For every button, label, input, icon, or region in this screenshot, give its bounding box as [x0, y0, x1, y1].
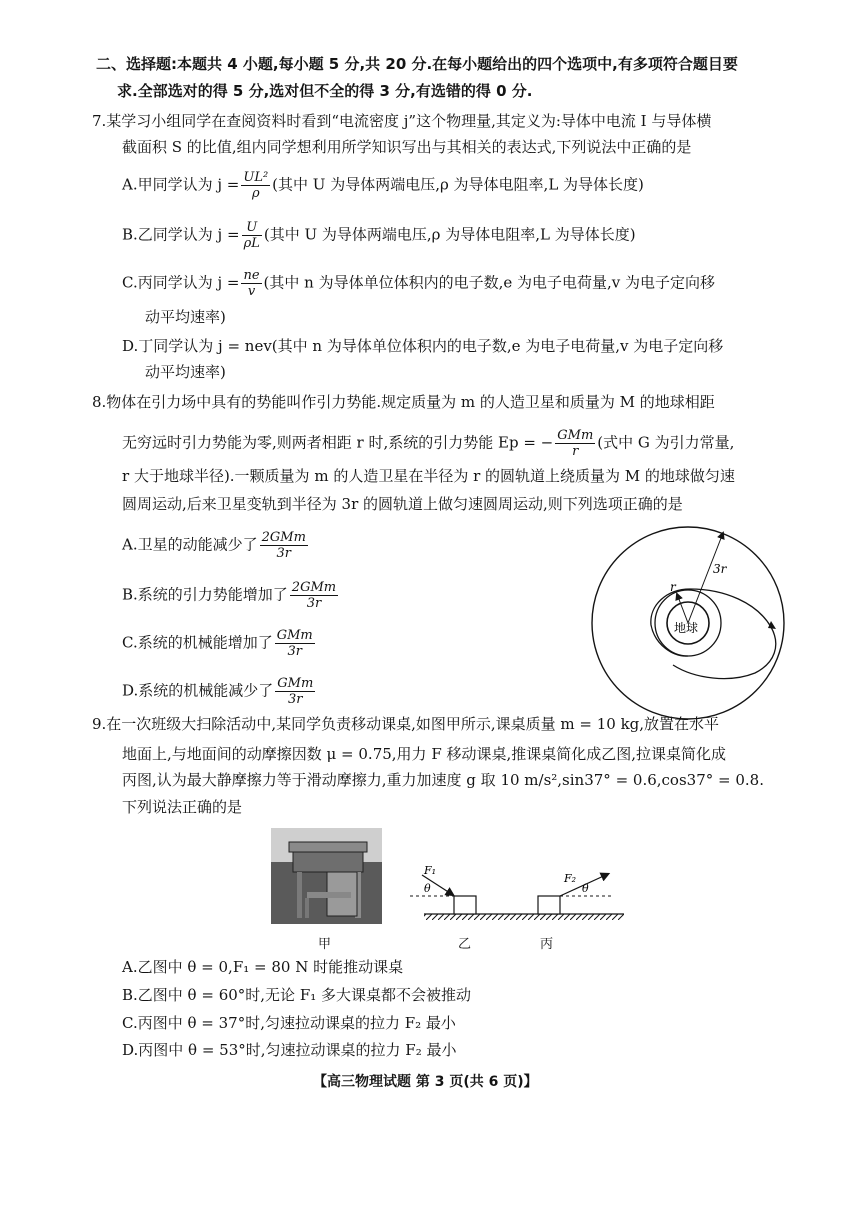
q7-option-b-fraction	[242, 220, 262, 251]
q7-option-c-continued: 动平均速率)	[145, 308, 226, 326]
q9-stem-line-1: 9.在一次班级大扫除活动中,某同学负责移动课桌,如图甲所示,课桌质量 m = 10 kg,放置在水平	[92, 715, 720, 733]
q7-option-a-fraction	[241, 170, 270, 201]
label-r: r	[670, 580, 676, 594]
label-3r: 3r	[713, 562, 727, 576]
q7-option-c-fraction	[241, 268, 261, 299]
q8-option-c-numerator: GMm	[276, 628, 313, 643]
q8-stem-line-2-prefix: 无穷远时引力势能为零,则两者相距 r 时,系统的引力势能 Ep = −	[122, 433, 554, 452]
q8-option-a-denominator: 3r	[276, 546, 291, 561]
q8-option-c-fraction	[275, 628, 315, 659]
q7-option-a-denominator: ρ	[251, 186, 260, 201]
q8-option-a	[122, 530, 310, 561]
q7-option-a	[122, 170, 644, 201]
q9-stem-line-4: 下列说法正确的是	[122, 798, 243, 816]
q8-stem-line-4: 圆周运动,后来卫星变轨到半径为 3r 的圆轨道上做匀速圆周运动,则下列选项正确的是	[122, 495, 683, 513]
page-footer: 【高三物理试题 第 3 页(共 6 页)】	[313, 1074, 538, 1090]
label-f2: F₂	[564, 872, 577, 885]
q9-option-b: B.乙图中 θ = 60°时,无论 F₁ 多大课桌都不会被推动	[122, 986, 472, 1004]
ground-hatch	[424, 914, 624, 920]
label-yi: 乙	[458, 937, 472, 952]
q7-option-b	[122, 220, 636, 251]
label-bing: 丙	[540, 937, 554, 952]
q9-stem-line-2: 地面上,与地面间的动摩擦因数 μ = 0.75,用力 F 移动课桌,推课桌简化成乙图,拉课桌简化成	[122, 745, 727, 763]
q7-option-c-prefix: C.丙同学认为 j =	[122, 273, 240, 292]
q8-option-c	[122, 628, 317, 659]
q8-option-a-prefix: A.卫星的动能减少了	[122, 535, 258, 554]
q8-option-a-fraction	[260, 530, 308, 561]
q7-option-c-suffix: (其中 n 为导体单位体积内的电子数,e 为电子电荷量,v 为电子定向移	[263, 273, 716, 292]
q8-stem-line-3: r 大于地球半径).一颗质量为 m 的人造卫星在半径为 r 的圆轨道上绕质量为 M 的地球做匀速	[122, 467, 735, 485]
desk-block-yi	[454, 896, 476, 914]
q7-option-b-prefix: B.乙同学认为 j =	[122, 225, 240, 244]
q8-stem-line-2-suffix: (式中 G 为引力常量,	[597, 433, 735, 452]
q8-option-b-fraction	[290, 580, 338, 611]
q7-option-c-denominator: v	[247, 284, 256, 299]
desk-block-bing	[538, 896, 560, 914]
q8-option-d-numerator: GMm	[277, 676, 314, 691]
desk-photo	[271, 828, 382, 924]
q9-option-d: D.丙图中 θ = 53°时,匀速拉动课桌的拉力 F₂ 最小	[122, 1041, 457, 1059]
q8-stem-line-1: 8.物体在引力场中具有的势能叫作引力势能.规定质量为 m 的人造卫星和质量为 M 的地球相距	[92, 393, 715, 411]
q7-option-a-prefix: A.甲同学认为 j =	[122, 175, 240, 194]
q8-option-b	[122, 580, 340, 611]
q7-option-b-suffix: (其中 U 为导体两端电压,ρ 为导体电阻率,L 为导体长度)	[263, 225, 636, 244]
q7-option-c-numerator: ne	[243, 268, 260, 283]
q8-option-a-numerator: 2GMm	[261, 530, 306, 545]
label-theta-bing: θ	[582, 882, 589, 895]
q7-stem-line-2: 截面积 S 的比值,组内同学想利用所学知识写出与其相关的表达式,下列说法中正确的是	[122, 138, 692, 156]
label-jia: 甲	[318, 937, 332, 952]
q9-option-a: A.乙图中 θ = 0,F₁ = 80 N 时能推动课桌	[122, 958, 404, 976]
q8-option-c-denominator: 3r	[287, 644, 302, 659]
orbit-diagram	[585, 505, 800, 725]
q8-potential-numerator: GMm	[557, 428, 594, 443]
q8-option-b-denominator: 3r	[306, 596, 322, 611]
q7-option-b-denominator: ρL	[243, 236, 260, 251]
q8-option-d-prefix: D.系统的机械能减少了	[122, 681, 274, 700]
label-f1: F₁	[424, 864, 437, 877]
label-theta-yi: θ	[424, 882, 431, 895]
q8-potential-denominator: r	[572, 444, 579, 459]
q7-option-a-suffix: (其中 U 为导体两端电压,ρ 为导体电阻率,L 为导体长度)	[272, 175, 644, 194]
q8-stem-line-2	[122, 428, 734, 459]
q7-option-b-numerator: U	[242, 220, 262, 236]
q7-option-a-numerator: UL²	[243, 170, 269, 185]
q8-option-c-prefix: C.系统的机械能增加了	[122, 633, 273, 652]
q7-option-c	[122, 268, 715, 299]
q7-option-d: D.丁同学认为 j = nev(其中 n 为导体单位体积内的电子数,e 为电子电荷量,v 为电子定向移	[122, 337, 724, 355]
q7-option-d-continued: 动平均速率)	[145, 363, 226, 381]
label-earth: 地球	[674, 621, 699, 635]
q9-option-c: C.丙图中 θ = 37°时,匀速拉动课桌的拉力 F₂ 最小	[122, 1014, 456, 1032]
q7-stem-line-1: 7.某学习小组同学在查阅资料时看到“电流密度 j”这个物理量,其定义为:导体中电流 I 与导体横	[92, 112, 712, 130]
q8-option-b-prefix: B.系统的引力势能增加了	[122, 585, 288, 604]
q8-option-d-fraction	[275, 676, 315, 707]
section-instructions-line-1: 二、选择题:本题共 4 小题,每小题 5 分,共 20 分.在每小题给出的四个选项中,有多项符合题目要	[96, 55, 738, 73]
q9-stem-line-3: 丙图,认为最大静摩擦力等于滑动摩擦力,重力加速度 g 取 10 m/s²,sin37° = 0.6,cos37° = 0.8.	[122, 771, 764, 789]
section-instructions-line-2: 求.全部选对的得 5 分,选对但不全的得 3 分,有选错的得 0 分.	[117, 82, 533, 100]
q8-option-b-numerator: 2GMm	[291, 580, 337, 595]
q8-option-d	[122, 676, 317, 707]
q8-potential-fraction	[555, 428, 595, 459]
force-diagrams	[402, 860, 632, 924]
q8-option-d-denominator: 3r	[288, 692, 303, 707]
